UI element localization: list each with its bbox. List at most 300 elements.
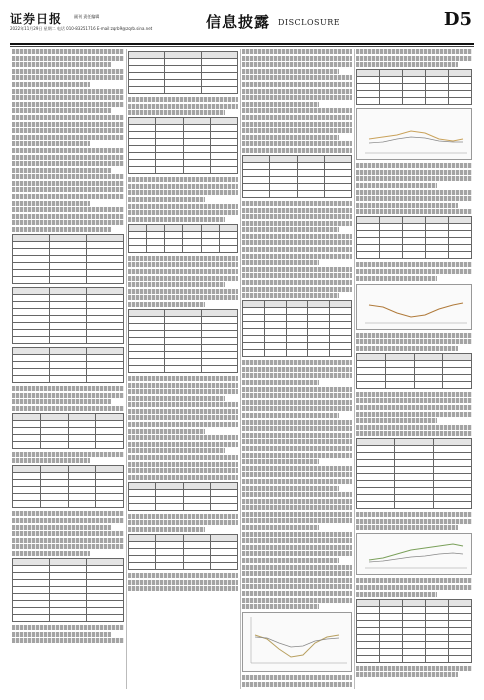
table-cell — [443, 353, 472, 360]
table-cell — [380, 91, 403, 98]
table-cell — [183, 231, 201, 238]
table-cell — [87, 256, 124, 263]
body-text-line — [356, 269, 472, 274]
chart-svg — [357, 285, 471, 329]
table-row — [357, 360, 472, 367]
table-cell — [210, 132, 237, 139]
table-cell — [403, 655, 426, 662]
table-cell — [330, 308, 352, 315]
table-cell — [165, 365, 201, 372]
table-cell — [201, 238, 219, 245]
table-cell — [403, 648, 426, 655]
body-text-line — [128, 269, 238, 274]
table-cell — [13, 330, 50, 337]
table-row — [357, 641, 472, 648]
asset-allocation-table — [242, 155, 352, 198]
table-cell — [449, 252, 472, 259]
body-text-line — [12, 141, 90, 146]
table-cell — [243, 301, 265, 308]
body-text-line — [242, 214, 352, 219]
table-cell — [87, 362, 124, 369]
table-cell — [96, 434, 124, 441]
table-cell — [156, 503, 183, 510]
table-cell — [357, 641, 380, 648]
table-cell — [201, 323, 237, 330]
table-row — [129, 316, 238, 323]
body-text-line — [242, 591, 352, 596]
table-cell — [426, 84, 449, 91]
brand-subtitle: 副刊 责任编辑 — [74, 14, 100, 19]
table-cell — [308, 301, 330, 308]
table-cell — [183, 118, 210, 125]
body-text-line — [12, 406, 124, 411]
body-text-line — [12, 518, 124, 523]
table-row — [129, 52, 238, 59]
table-cell — [324, 162, 351, 169]
body-text-line — [12, 525, 111, 530]
table-cell — [426, 641, 449, 648]
table-cell — [270, 162, 297, 169]
table-cell — [449, 70, 472, 77]
table-row — [129, 549, 238, 556]
table-row — [13, 565, 124, 572]
performance-table — [356, 353, 472, 389]
body-text-line — [242, 466, 352, 471]
table-cell — [183, 139, 210, 146]
table-cell — [50, 316, 87, 323]
table-cell — [50, 565, 87, 572]
table-row — [129, 80, 238, 87]
table-cell — [357, 245, 380, 252]
table-cell — [264, 301, 286, 308]
table-cell — [449, 641, 472, 648]
table-cell — [87, 270, 124, 277]
table-cell — [385, 381, 414, 388]
table-cell — [129, 309, 165, 316]
body-text-line — [12, 128, 124, 133]
table-cell — [87, 288, 124, 295]
table-cell — [129, 59, 165, 66]
table-cell — [87, 593, 124, 600]
table-cell — [219, 238, 237, 245]
table-cell — [330, 350, 352, 357]
table-cell — [183, 125, 210, 132]
table-cell — [201, 330, 237, 337]
table-cell — [87, 309, 124, 316]
table-cell — [40, 413, 68, 420]
table-cell — [13, 302, 50, 309]
table-cell — [129, 535, 156, 542]
table-cell — [414, 360, 443, 367]
table-cell — [210, 549, 237, 556]
table-cell — [50, 277, 87, 284]
benchmark-line — [255, 637, 339, 647]
body-text-line — [356, 412, 472, 417]
body-text-line — [356, 62, 458, 67]
table-cell — [129, 224, 147, 231]
table-cell — [449, 224, 472, 231]
table-cell — [201, 224, 219, 231]
table-cell — [129, 132, 156, 139]
performance-table — [356, 216, 472, 259]
table-cell — [308, 336, 330, 343]
body-text-line — [356, 196, 472, 201]
table-cell — [50, 614, 87, 621]
table-row — [243, 301, 352, 308]
table-cell — [50, 337, 87, 344]
body-text-line — [356, 49, 472, 54]
table-cell — [50, 572, 87, 579]
table-cell — [403, 84, 426, 91]
body-text-line — [356, 346, 458, 351]
table-row — [357, 224, 472, 231]
table-row — [13, 607, 124, 614]
table-cell — [183, 167, 210, 174]
table-cell — [87, 355, 124, 362]
table-row — [129, 358, 238, 365]
table-cell — [87, 337, 124, 344]
table-row — [129, 245, 238, 252]
performance-table — [128, 224, 238, 253]
body-text-line — [242, 545, 352, 550]
body-text-line — [128, 573, 238, 578]
table-cell — [87, 302, 124, 309]
table-cell — [297, 176, 324, 183]
table-cell — [395, 467, 433, 474]
table-cell — [13, 249, 50, 256]
table-cell — [165, 330, 201, 337]
table-cell — [210, 542, 237, 549]
table-cell — [395, 439, 433, 446]
table-cell — [13, 309, 50, 316]
table-row — [129, 535, 238, 542]
table-cell — [449, 77, 472, 84]
table-cell — [357, 360, 386, 367]
page-number: D5 — [443, 9, 472, 30]
table-cell — [50, 579, 87, 586]
column-divider — [354, 49, 355, 689]
table-cell — [183, 245, 201, 252]
table-cell — [449, 634, 472, 641]
table-cell — [129, 337, 165, 344]
body-text-line — [12, 62, 111, 67]
table-cell — [129, 503, 156, 510]
table-cell — [264, 336, 286, 343]
table-row — [357, 238, 472, 245]
body-text-line — [242, 571, 352, 576]
table-cell — [13, 263, 50, 270]
table-row — [357, 252, 472, 259]
table-cell — [414, 381, 443, 388]
table-cell — [129, 556, 156, 563]
table-row — [129, 563, 238, 570]
table-cell — [426, 224, 449, 231]
table-cell — [286, 343, 308, 350]
body-text-line — [242, 49, 352, 54]
table-cell — [380, 245, 403, 252]
table-cell — [324, 155, 351, 162]
body-text-line — [356, 418, 437, 423]
table-cell — [264, 322, 286, 329]
table-cell — [129, 160, 156, 167]
body-text-line — [242, 115, 352, 120]
column-divider — [240, 49, 241, 689]
table-cell — [129, 330, 165, 337]
table-row — [357, 353, 472, 360]
fee-table — [128, 534, 238, 570]
table-cell — [357, 77, 380, 84]
table-cell — [449, 231, 472, 238]
table-cell — [308, 322, 330, 329]
table-cell — [264, 308, 286, 315]
table-cell — [264, 329, 286, 336]
table-cell — [433, 488, 471, 495]
table-row — [13, 586, 124, 593]
table-cell — [165, 231, 183, 238]
table-cell — [87, 249, 124, 256]
table-cell — [50, 249, 87, 256]
table-row — [243, 308, 352, 315]
table-cell — [156, 563, 183, 570]
body-text-line — [242, 128, 352, 133]
table-cell — [183, 153, 210, 160]
body-text-line — [128, 520, 238, 525]
table-cell — [40, 487, 68, 494]
body-text-line — [242, 584, 352, 589]
table-row — [129, 146, 238, 153]
table-row — [13, 420, 124, 427]
table-row — [13, 263, 124, 270]
table-cell — [449, 627, 472, 634]
table-cell — [264, 315, 286, 322]
table-cell — [433, 453, 471, 460]
table-cell — [183, 542, 210, 549]
body-text-line — [12, 227, 111, 232]
table-cell — [68, 413, 96, 420]
table-row — [357, 606, 472, 613]
table-cell — [357, 453, 395, 460]
table-cell — [433, 439, 471, 446]
table-row — [13, 501, 124, 508]
table-cell — [357, 481, 395, 488]
table-row — [13, 369, 124, 376]
body-text-line — [12, 201, 90, 206]
body-text-line — [242, 505, 352, 510]
table-cell — [270, 176, 297, 183]
table-row — [129, 323, 238, 330]
table-cell — [449, 238, 472, 245]
table-row — [357, 613, 472, 620]
body-text-line — [12, 95, 124, 100]
table-row — [357, 599, 472, 606]
body-text-line — [12, 452, 124, 457]
table-cell — [156, 556, 183, 563]
table-row — [357, 620, 472, 627]
table-cell — [201, 80, 237, 87]
table-cell — [13, 348, 50, 355]
table-row — [129, 238, 238, 245]
table-cell — [156, 167, 183, 174]
table-cell — [243, 343, 265, 350]
table-cell — [13, 579, 50, 586]
table-row — [13, 323, 124, 330]
table-cell — [330, 322, 352, 329]
table-cell — [380, 70, 403, 77]
body-text-line — [242, 525, 319, 530]
table-row — [357, 502, 472, 509]
table-cell — [286, 301, 308, 308]
table-cell — [13, 413, 41, 420]
body-text-line — [242, 682, 352, 687]
column-3 — [242, 49, 352, 689]
body-text-line — [356, 203, 458, 208]
table-cell — [165, 309, 201, 316]
table-cell — [13, 494, 41, 501]
table-cell — [403, 77, 426, 84]
table-cell — [414, 353, 443, 360]
body-text-line — [242, 400, 352, 405]
body-text-line — [356, 333, 472, 338]
table-cell — [210, 139, 237, 146]
table-cell — [50, 235, 87, 242]
table-cell — [243, 308, 265, 315]
table-cell — [13, 607, 50, 614]
table-row — [357, 460, 472, 467]
table-row — [13, 355, 124, 362]
table-cell — [156, 496, 183, 503]
body-text-line — [242, 446, 352, 451]
table-cell — [426, 91, 449, 98]
body-text-line — [356, 176, 472, 181]
table-cell — [13, 434, 41, 441]
table-row — [13, 256, 124, 263]
table-cell — [87, 565, 124, 572]
table-cell — [87, 348, 124, 355]
body-text-line — [128, 580, 238, 585]
table-cell — [201, 52, 237, 59]
table-cell — [201, 316, 237, 323]
body-text-line — [128, 184, 238, 189]
body-text-line — [242, 273, 352, 278]
series-line — [369, 303, 463, 317]
body-text-line — [242, 122, 352, 127]
table-cell — [426, 620, 449, 627]
column-1 — [12, 49, 124, 689]
table-cell — [357, 224, 380, 231]
table-cell — [13, 586, 50, 593]
table-cell — [357, 634, 380, 641]
table-cell — [414, 367, 443, 374]
body-text-line — [12, 399, 111, 404]
table-row — [13, 480, 124, 487]
table-cell — [330, 301, 352, 308]
table-row — [243, 343, 352, 350]
table-row — [13, 316, 124, 323]
table-cell — [50, 270, 87, 277]
table-cell — [87, 263, 124, 270]
table-cell — [147, 231, 165, 238]
table-cell — [426, 98, 449, 105]
body-text-line — [356, 431, 472, 436]
body-text-line — [242, 95, 352, 100]
table-row — [129, 231, 238, 238]
body-text-line — [356, 666, 472, 671]
series-line — [369, 131, 463, 141]
table-cell — [324, 176, 351, 183]
table-cell — [183, 160, 210, 167]
table-cell — [443, 360, 472, 367]
table-cell — [13, 256, 50, 263]
fund-info-table — [128, 117, 238, 174]
table-cell — [147, 238, 165, 245]
table-cell — [201, 365, 237, 372]
table-cell — [183, 549, 210, 556]
body-text-line — [12, 531, 124, 536]
table-cell — [210, 118, 237, 125]
body-text-line — [242, 532, 352, 537]
table-row — [129, 59, 238, 66]
body-text-line — [128, 468, 238, 473]
table-cell — [210, 125, 237, 132]
table-cell — [433, 481, 471, 488]
table-row — [129, 87, 238, 94]
table-cell — [183, 489, 210, 496]
table-cell — [357, 381, 386, 388]
table-cell — [264, 350, 286, 357]
table-cell — [68, 420, 96, 427]
table-cell — [449, 84, 472, 91]
table-cell — [308, 343, 330, 350]
table-cell — [210, 496, 237, 503]
table-cell — [96, 466, 124, 473]
chart-svg — [357, 109, 471, 159]
table-cell — [426, 634, 449, 641]
table-cell — [50, 607, 87, 614]
table-cell — [380, 238, 403, 245]
table-cell — [426, 77, 449, 84]
table-cell — [357, 620, 380, 627]
table-cell — [40, 441, 68, 448]
body-text-line — [12, 181, 124, 186]
table-cell — [403, 98, 426, 105]
body-text-line — [356, 512, 472, 517]
table-cell — [403, 641, 426, 648]
body-text-line — [356, 592, 437, 597]
body-text-line — [356, 262, 472, 267]
nav-trend-chart-1 — [356, 108, 472, 160]
table-cell — [13, 323, 50, 330]
table-cell — [87, 242, 124, 249]
table-row — [129, 153, 238, 160]
table-cell — [286, 336, 308, 343]
table-cell — [243, 169, 270, 176]
table-cell — [96, 420, 124, 427]
body-text-line — [12, 187, 124, 192]
table-cell — [201, 245, 219, 252]
table-cell — [40, 466, 68, 473]
table-row — [13, 473, 124, 480]
table-cell — [165, 52, 201, 59]
table-cell — [449, 217, 472, 224]
manager-table — [128, 309, 238, 373]
body-text-line — [242, 56, 352, 61]
table-cell — [165, 80, 201, 87]
table-cell — [87, 558, 124, 565]
table-cell — [426, 217, 449, 224]
table-row — [13, 413, 124, 420]
body-text-line — [128, 435, 238, 440]
table-cell — [357, 627, 380, 634]
